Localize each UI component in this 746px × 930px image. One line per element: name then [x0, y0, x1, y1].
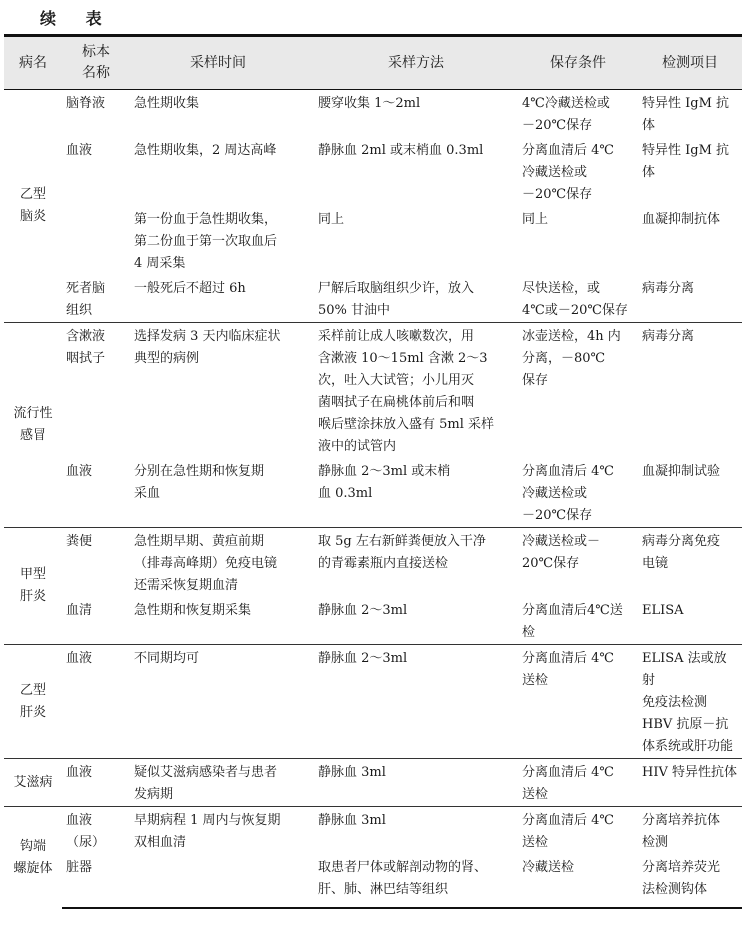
specimen-cell: 血清 — [66, 603, 93, 618]
specimen-cell: 粪便 — [62, 528, 130, 598]
method-cell: 取 5g 左右新鲜粪便放入干净 的青霉素瓶内直接送检 — [314, 528, 518, 598]
time-cell: 分别在急性期和恢复期 采血 — [134, 464, 265, 501]
specimen-cell: 脏器 — [62, 854, 130, 908]
table-row — [4, 759, 742, 807]
time-cell: 急性期收集 — [134, 96, 200, 111]
table-row — [4, 206, 742, 275]
test-cell: 特异性 IgM 抗体 — [642, 96, 730, 133]
method-cell: 静脉血 3ml — [314, 759, 518, 807]
header-method: 采样方法 — [314, 36, 518, 90]
test-cell: 血凝抑制抗体 — [642, 212, 721, 227]
specimen-cell — [62, 206, 130, 275]
table-row — [4, 275, 742, 323]
storage-cell: 分离血清后 4℃ 送检 — [518, 645, 638, 759]
test-cell: 分离培养抗体 检测 — [638, 807, 742, 855]
specimen-cell: 血液 — [66, 143, 93, 158]
time-cell: 急性期收集，2 周达高峰 — [134, 143, 277, 158]
time-cell: 不同期均可 — [130, 645, 314, 759]
storage-cell: 分离血清后 4℃ 送检 — [518, 807, 638, 855]
table-row — [4, 323, 742, 459]
method-cell: 静脉血 2ml 或末梢血 0.3ml — [318, 143, 484, 158]
test-cell: 特异性 IgM 抗体 — [642, 143, 730, 180]
storage-cell: 分离血清后4℃送检 — [522, 603, 623, 640]
storage-cell: 分离血清后 4℃ 送检 — [518, 759, 638, 807]
specimen-cell: 血液 — [62, 759, 130, 807]
test-cell: 病毒分离 — [642, 281, 695, 296]
test-cell: 病毒分离 — [638, 323, 742, 459]
table-row — [4, 854, 742, 908]
method-cell: 静脉血 3ml — [314, 807, 518, 855]
disease-cell: 钩端 螺旋体 — [4, 807, 62, 909]
disease-cell: 乙型 肝炎 — [4, 645, 62, 759]
specimen-cell: 血液 — [66, 464, 93, 479]
specimen-cell: 含漱液 咽拭子 — [62, 323, 130, 459]
storage-cell: 冷藏送检 — [518, 854, 638, 908]
method-cell: 静脉血 2～3ml 或末梢 血 0.3ml — [318, 464, 451, 501]
table-row — [4, 807, 742, 855]
table-row — [4, 137, 742, 206]
header-specimen: 标本 名称 — [62, 36, 130, 90]
time-cell: 选择发病 3 天内临床症状 典型的病例 — [130, 323, 314, 459]
method-cell: 静脉血 2～3ml — [318, 603, 408, 618]
time-cell: 早期病程 1 周内与恢复期 双相血清 — [130, 807, 314, 855]
time-cell: 急性期和恢复期采集 — [134, 603, 252, 618]
method-cell: 尸解后取脑组织少许，放入 50% 甘油中 — [318, 281, 475, 318]
storage-cell: 分离血清后 4℃ 冷藏送检或 －20℃保存 — [522, 464, 614, 523]
test-cell: 分离培养荧光 法检测钩体 — [638, 854, 742, 908]
test-cell: 病毒分离免疫 电镜 — [638, 528, 742, 598]
storage-cell: 冷藏送检或－ 20℃保存 — [518, 528, 638, 598]
disease-cell: 乙型 脑炎 — [19, 187, 46, 224]
storage-cell: 尽快送检，或 4℃或－20℃保存 — [522, 281, 628, 318]
table-row — [4, 528, 742, 598]
table-row — [4, 90, 742, 138]
header-test: 检测项目 — [638, 36, 742, 90]
header-time: 采样时间 — [130, 36, 314, 90]
storage-cell: 4℃冷藏送检或 －20℃保存 — [522, 96, 610, 133]
storage-cell: 冰壶送检，4h 内 分离，－80℃ 保存 — [518, 323, 638, 459]
test-cell: ELISA — [642, 603, 684, 618]
test-cell: HIV 特异性抗体 — [638, 759, 742, 807]
disease-cell: 流行性 感冒 — [4, 323, 62, 528]
test-cell: ELISA 法或放射 免疫法检测 HBV 抗原－抗 体系统或肝功能 — [638, 645, 742, 759]
header-storage: 保存条件 — [518, 36, 638, 90]
table-header-row — [4, 36, 742, 90]
method-cell: 腰穿收集 1～2ml — [318, 96, 421, 111]
time-cell: 疑似艾滋病感染者与患者 发病期 — [130, 759, 314, 807]
time-cell — [130, 854, 314, 908]
disease-cell: 甲型 肝炎 — [4, 528, 62, 645]
time-cell: 一般死后不超过 6h — [134, 281, 246, 296]
method-cell: 同上 — [318, 212, 345, 227]
test-cell: 血凝抑制试验 — [642, 464, 721, 479]
storage-cell: 同上 — [522, 212, 549, 227]
method-cell: 静脉血 2～3ml — [314, 645, 518, 759]
time-cell: 急性期早期、黄疸前期 （排毒高峰期）免疫电镜 还需采恢复期血清 — [130, 528, 314, 598]
table-row — [4, 645, 742, 759]
time-cell: 第一份血于急性期收集， 第二份血于第一次取血后 4 周采集 — [134, 212, 278, 271]
specimen-cell: 死者脑 组织 — [66, 281, 106, 318]
page-title: 续 表 — [40, 9, 114, 28]
disease-cell: 艾滋病 — [4, 759, 62, 807]
method-cell: 取患者尸体或解剖动物的肾、 肝、肺、淋巴结等组织 — [314, 854, 518, 908]
method-cell: 采样前让成人咳嗽数次，用 含漱液 10～15ml 含漱 2～3 次，吐入大试管；小儿用灭 菌咽拭子在扁桃体前后和咽 喉后壁涂抹放入盛有 5ml 采样 液中的试管内 — [314, 323, 518, 459]
header-disease: 病名 — [4, 36, 62, 90]
specimen-cell: 血液 — [62, 645, 130, 759]
specimen-cell: 血液 （尿） — [62, 807, 130, 855]
storage-cell: 分离血清后 4℃ 冷藏送检或 －20℃保存 — [522, 143, 614, 202]
specimen-collection-table — [4, 34, 742, 909]
table-row — [4, 458, 742, 528]
specimen-cell: 脑脊液 — [66, 96, 106, 111]
table-row — [4, 597, 742, 645]
